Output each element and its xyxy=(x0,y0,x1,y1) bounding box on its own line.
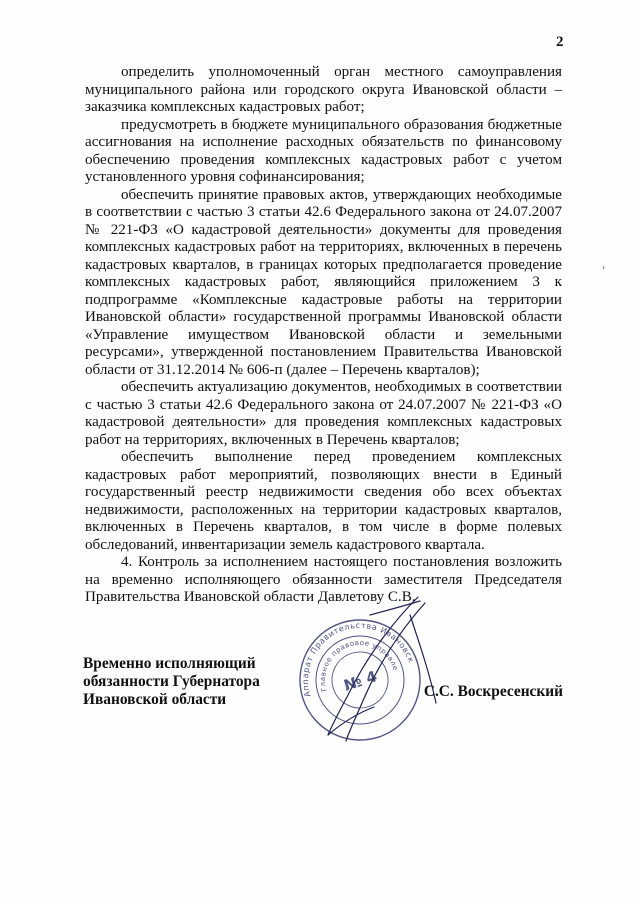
signature-block xyxy=(83,655,563,735)
signer-title-line: Временно исполняющий xyxy=(83,655,256,672)
document-body xyxy=(85,64,562,607)
paragraph-4: обеспечить актуализацию документов, необходимых в соответствии с частью 3 статьи 42.6 Федерального закона от 24.07.2007 № 221-ФЗ «О кадастровой деятельности» для проведения комплексных кадастровых работ на территориях, включенных в Перечень кварталов; xyxy=(85,379,562,448)
paragraph-3: обеспечить принятие правовых актов, утверждающих необходимые в соответствии с частью 3 статьи 42.6 Федерального закона от 24.07.2007 № 221-ФЗ «О кадастровой деятельности» документы для проведения комплексных кадастровых работ на территориях, включенных в перечень кадастровых кварталов, в границах которых предполагается проведение комплексных кадастровых работ, являющийся приложением 3 к подпрограмме «Комплексные кадастровые работы на территории Ивановской области» государственной программы Ивановской области «Управление имуществом Ивановской области и земельными ресурсами», утвержденной постановлением Правительства Ивановской области от 31.12.2014 № 606-п (далее – Перечень кварталов); xyxy=(85,186,562,378)
paragraph-2: предусмотреть в бюджете муниципального образования бюджетные ассигнования на исполнение расходных обязательств по финансовому обеспечению проведения комплексных кадастровых работ с учетом установленного уровня софинансирования; xyxy=(85,116,562,185)
stamp-outer-text: Аппарат Правительства Ивановской xyxy=(300,620,416,698)
page-number: 2 xyxy=(556,34,564,50)
paragraph-5: обеспечить выполнение перед проведением комплексных кадастровых работ мероприятий, позволяющих внести в Единый государственный реестр недвижимости сведения обо всех объектах недвижимости, расположенных на территории кадастровых кварталов, включенных в Перечень кварталов, в том числе в форме полевых обследований, инвентаризации земель кадастрового квартала. xyxy=(85,449,562,553)
stamp-inner-text: Главное правовое управление xyxy=(318,638,400,693)
stamp-number: № 4 xyxy=(341,667,380,695)
paragraph-6: 4. Контроль за исполнением настоящего постановления возложить на временно исполняющего обязанности заместителя Председателя Правительства Ивановской области Давлетову С.В. xyxy=(85,554,562,605)
paragraph-1: определить уполномоченный орган местного самоуправления муниципального района или городского округа Ивановской области – заказчика комплексных кадастровых работ; xyxy=(85,64,562,115)
margin-mark: › xyxy=(602,262,605,272)
signer-title xyxy=(83,655,283,709)
signer-title-line: Ивановской области xyxy=(83,691,227,708)
signer-title-line: обязанности Губернатора xyxy=(83,673,260,690)
signer-name: С.С. Воскресенский xyxy=(423,683,563,700)
